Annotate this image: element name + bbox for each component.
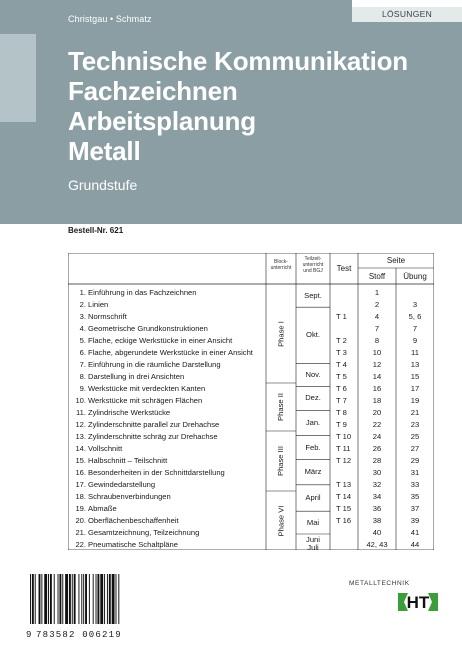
row-uebung: 29 bbox=[410, 456, 420, 465]
month-label: Okt. bbox=[306, 330, 320, 340]
barcode-bar bbox=[112, 574, 115, 624]
row-stoff: 2 bbox=[374, 300, 380, 309]
barcode-bar bbox=[62, 574, 63, 624]
row-test: T 7 bbox=[336, 396, 347, 405]
row-title: Werkstücke mit verdeckten Kanten bbox=[88, 384, 206, 393]
barcode bbox=[0, 566, 130, 626]
title-line-3: Arbeitsplanung bbox=[68, 106, 256, 136]
row-title: Gesamtzeichnung, Teilzeichnung bbox=[88, 528, 200, 537]
subtitle: Grundstufe bbox=[68, 177, 138, 193]
month-label: Mai bbox=[306, 517, 320, 527]
barcode-bar bbox=[107, 574, 108, 624]
row-uebung: 35 bbox=[410, 492, 420, 501]
barcode-bar bbox=[100, 574, 103, 624]
row-stoff: 36 bbox=[372, 504, 382, 513]
barcode-bar bbox=[78, 574, 79, 624]
phase-label: Phase VI bbox=[276, 505, 285, 536]
month-label: Sept. bbox=[304, 290, 322, 300]
row-title: Einführung in die räumliche Darstellung bbox=[88, 360, 221, 369]
row-stoff: 32 bbox=[372, 480, 382, 489]
publisher-line: METALLTECHNIK bbox=[349, 580, 410, 587]
row-title: Oberflächenbeschaffenheit bbox=[88, 516, 179, 525]
row-number: 7. bbox=[79, 360, 86, 369]
header-test: Test bbox=[336, 264, 352, 273]
row-stoff: 34 bbox=[372, 492, 382, 501]
row-test: T 14 bbox=[336, 492, 352, 501]
row-stoff: 14 bbox=[372, 372, 382, 381]
row-title: Flache, abgerundete Werkstücke in einer Ansicht bbox=[88, 348, 253, 357]
row-stoff: 10 bbox=[372, 348, 382, 357]
row-title: Normschrift bbox=[88, 312, 127, 321]
month-label: April bbox=[305, 493, 321, 502]
row-stoff: 26 bbox=[372, 444, 382, 453]
row-test: T 2 bbox=[336, 336, 347, 345]
row-uebung: 27 bbox=[410, 444, 420, 453]
ht-logo bbox=[396, 589, 440, 615]
header-stoff: Stoff bbox=[368, 272, 386, 281]
row-uebung: 13 bbox=[410, 360, 420, 369]
row-stoff: 7 bbox=[374, 324, 380, 333]
phase-label: Phase I bbox=[276, 320, 285, 347]
row-stoff: 42, 43 bbox=[366, 540, 388, 549]
barcode-bar bbox=[69, 574, 71, 624]
row-stoff: 12 bbox=[372, 360, 382, 369]
row-uebung: 44 bbox=[410, 540, 420, 549]
row-uebung: 15 bbox=[410, 372, 420, 381]
row-number: 15. bbox=[75, 456, 86, 465]
row-test: T 10 bbox=[336, 432, 352, 441]
row-title: Darstellung in drei Ansichten bbox=[88, 372, 185, 381]
header-teilzeit: Teilzeit- unterricht und BGJ bbox=[302, 256, 324, 274]
barcode-bar bbox=[74, 574, 76, 624]
row-number: 2. bbox=[79, 300, 86, 309]
barcode-bar bbox=[58, 574, 59, 624]
row-stoff: 1 bbox=[374, 288, 380, 297]
row-number: 13. bbox=[75, 432, 86, 441]
row-test: T 12 bbox=[336, 456, 352, 465]
barcode-bar bbox=[39, 574, 41, 624]
row-number: 10. bbox=[75, 396, 86, 405]
month-label: März bbox=[304, 467, 322, 477]
barcode-bar bbox=[118, 574, 119, 624]
row-stoff: 16 bbox=[372, 384, 382, 393]
row-title: Gewindedarstellung bbox=[88, 480, 156, 489]
row-title: Halbschnitt – Teilschnitt bbox=[88, 456, 168, 465]
barcode-bar bbox=[59, 574, 61, 624]
authors: Christgau • Schmatz bbox=[68, 14, 152, 24]
row-number: 1. bbox=[79, 288, 86, 297]
row-uebung: 17 bbox=[410, 384, 420, 393]
logo-text: HT bbox=[406, 593, 430, 612]
row-uebung: 19 bbox=[410, 396, 420, 405]
row-title: Flache, eckige Werkstücke in einer Ansicht bbox=[88, 336, 233, 345]
row-number: 21. bbox=[75, 528, 86, 537]
month-label: Feb. bbox=[305, 442, 321, 452]
row-stoff: 40 bbox=[372, 528, 382, 537]
row-uebung: 37 bbox=[410, 504, 420, 513]
row-test: T 6 bbox=[336, 384, 347, 393]
barcode-bar bbox=[83, 574, 84, 624]
row-stoff: 22 bbox=[372, 420, 382, 429]
row-test: T 9 bbox=[336, 420, 347, 429]
row-title: Linien bbox=[88, 300, 109, 309]
month-label: Jan. bbox=[305, 418, 321, 427]
title-line-4: Metall bbox=[68, 136, 141, 166]
row-test: T 3 bbox=[336, 348, 347, 357]
isbn-number bbox=[26, 630, 122, 640]
row-stoff: 4 bbox=[374, 312, 380, 321]
row-title: Einführung in das Fachzeichnen bbox=[88, 288, 197, 297]
barcode-bar bbox=[65, 574, 68, 624]
barcode-bar bbox=[41, 574, 42, 624]
row-title: Schraubenverbindungen bbox=[88, 492, 171, 501]
row-title: Vollschnitt bbox=[88, 444, 123, 453]
row-test: T 11 bbox=[336, 444, 351, 453]
barcode-bar bbox=[109, 574, 111, 624]
row-number: 16. bbox=[75, 468, 86, 477]
row-uebung: 23 bbox=[410, 420, 420, 429]
contents-table bbox=[68, 253, 434, 550]
row-test: T 4 bbox=[336, 360, 347, 369]
solutions-badge-wrap bbox=[352, 0, 462, 22]
row-test: T 5 bbox=[336, 372, 347, 381]
month-label: Nov. bbox=[305, 370, 321, 379]
row-title: Werkstücke mit schrägen Flächen bbox=[88, 396, 203, 405]
barcode-bar bbox=[93, 574, 94, 624]
row-uebung: 9 bbox=[412, 336, 418, 345]
row-number: 8. bbox=[79, 372, 86, 381]
title-line-2: Fachzeichnen bbox=[68, 76, 238, 106]
barcode-bar bbox=[44, 574, 47, 624]
row-test: T 8 bbox=[336, 408, 347, 417]
row-uebung: 39 bbox=[410, 516, 420, 525]
row-number: 6. bbox=[79, 348, 86, 357]
barcode-bar bbox=[96, 574, 97, 624]
row-stoff: 38 bbox=[372, 516, 382, 525]
row-number: 12. bbox=[75, 420, 86, 429]
row-stoff: 8 bbox=[374, 336, 380, 345]
order-number: Bestell-Nr. 621 bbox=[68, 226, 124, 235]
month-label: Juli bbox=[307, 543, 319, 552]
header-seite: Seite bbox=[386, 256, 406, 265]
isbn-digits: 783582 006219 bbox=[36, 630, 122, 640]
row-stoff: 18 bbox=[372, 396, 382, 405]
row-number: 5. bbox=[79, 336, 86, 345]
solutions-badge: LÖSUNGEN bbox=[352, 7, 462, 22]
row-title: Besonderheiten in der Schnittdarstellung bbox=[88, 468, 225, 477]
barcode-bar bbox=[85, 574, 87, 624]
barcode-bar bbox=[81, 574, 82, 624]
barcode-bar bbox=[48, 574, 49, 624]
row-test: T 1 bbox=[336, 312, 347, 321]
barcode-bar bbox=[32, 574, 34, 624]
row-test: T 16 bbox=[336, 516, 352, 525]
barcode-bar bbox=[30, 574, 31, 624]
barcode-bar bbox=[50, 574, 52, 624]
row-title: Zylinderschnitte schräg zur Drehachse bbox=[88, 432, 218, 441]
barcode-bar bbox=[97, 574, 99, 624]
phase-label: Phase III bbox=[276, 446, 285, 476]
decorative-strip bbox=[0, 34, 36, 122]
row-stoff: 28 bbox=[372, 456, 382, 465]
month-label: Juni bbox=[306, 535, 320, 544]
row-number: 19. bbox=[75, 504, 86, 513]
row-uebung: 7 bbox=[412, 324, 418, 333]
row-uebung: 21 bbox=[410, 408, 420, 417]
row-number: 17. bbox=[75, 480, 86, 489]
row-stoff: 20 bbox=[372, 408, 382, 417]
row-title: Abmaße bbox=[88, 504, 117, 513]
barcode-bar bbox=[54, 574, 55, 624]
month-label: Dez. bbox=[305, 393, 321, 403]
header-uebung: Übung bbox=[403, 272, 427, 281]
row-title: Zylinderschnitte parallel zur Drehachse bbox=[88, 420, 220, 429]
row-number: 9. bbox=[79, 384, 86, 393]
row-title: Pneumatische Schaltpläne bbox=[88, 540, 178, 549]
row-uebung: 33 bbox=[410, 480, 420, 489]
title-line-1: Technische Kommunikation bbox=[68, 46, 408, 76]
title-block bbox=[68, 46, 408, 166]
barcode-bar bbox=[104, 574, 105, 624]
row-title: Geometrische Grundkonstruktionen bbox=[88, 324, 208, 333]
barcode-bar bbox=[116, 574, 117, 624]
row-test: T 13 bbox=[336, 480, 352, 489]
row-uebung: 11 bbox=[411, 348, 419, 357]
row-number: 11. bbox=[76, 408, 86, 417]
row-uebung: 31 bbox=[410, 468, 420, 477]
row-number: 3. bbox=[79, 312, 86, 321]
row-uebung: 5, 6 bbox=[408, 312, 422, 321]
row-uebung: 3 bbox=[412, 300, 418, 309]
header-block: Block- unterricht bbox=[270, 259, 292, 271]
row-number: 22. bbox=[75, 540, 86, 549]
isbn-first-digit: 9 bbox=[26, 630, 33, 640]
row-stoff: 24 bbox=[372, 432, 382, 441]
row-uebung: 41 bbox=[410, 528, 420, 537]
row-test: T 15 bbox=[336, 504, 352, 513]
row-title: Zylindrische Werkstücke bbox=[88, 408, 171, 417]
row-number: 14. bbox=[75, 444, 86, 453]
barcode-bar bbox=[35, 574, 36, 624]
row-stoff: 30 bbox=[372, 468, 382, 477]
barcode-bar bbox=[89, 574, 90, 624]
row-number: 20. bbox=[75, 516, 86, 525]
barcode-bar bbox=[72, 574, 73, 624]
row-number: 18. bbox=[75, 492, 86, 501]
row-uebung: 25 bbox=[410, 432, 420, 441]
row-number: 4. bbox=[79, 324, 86, 333]
phase-label: Phase II bbox=[276, 393, 285, 421]
